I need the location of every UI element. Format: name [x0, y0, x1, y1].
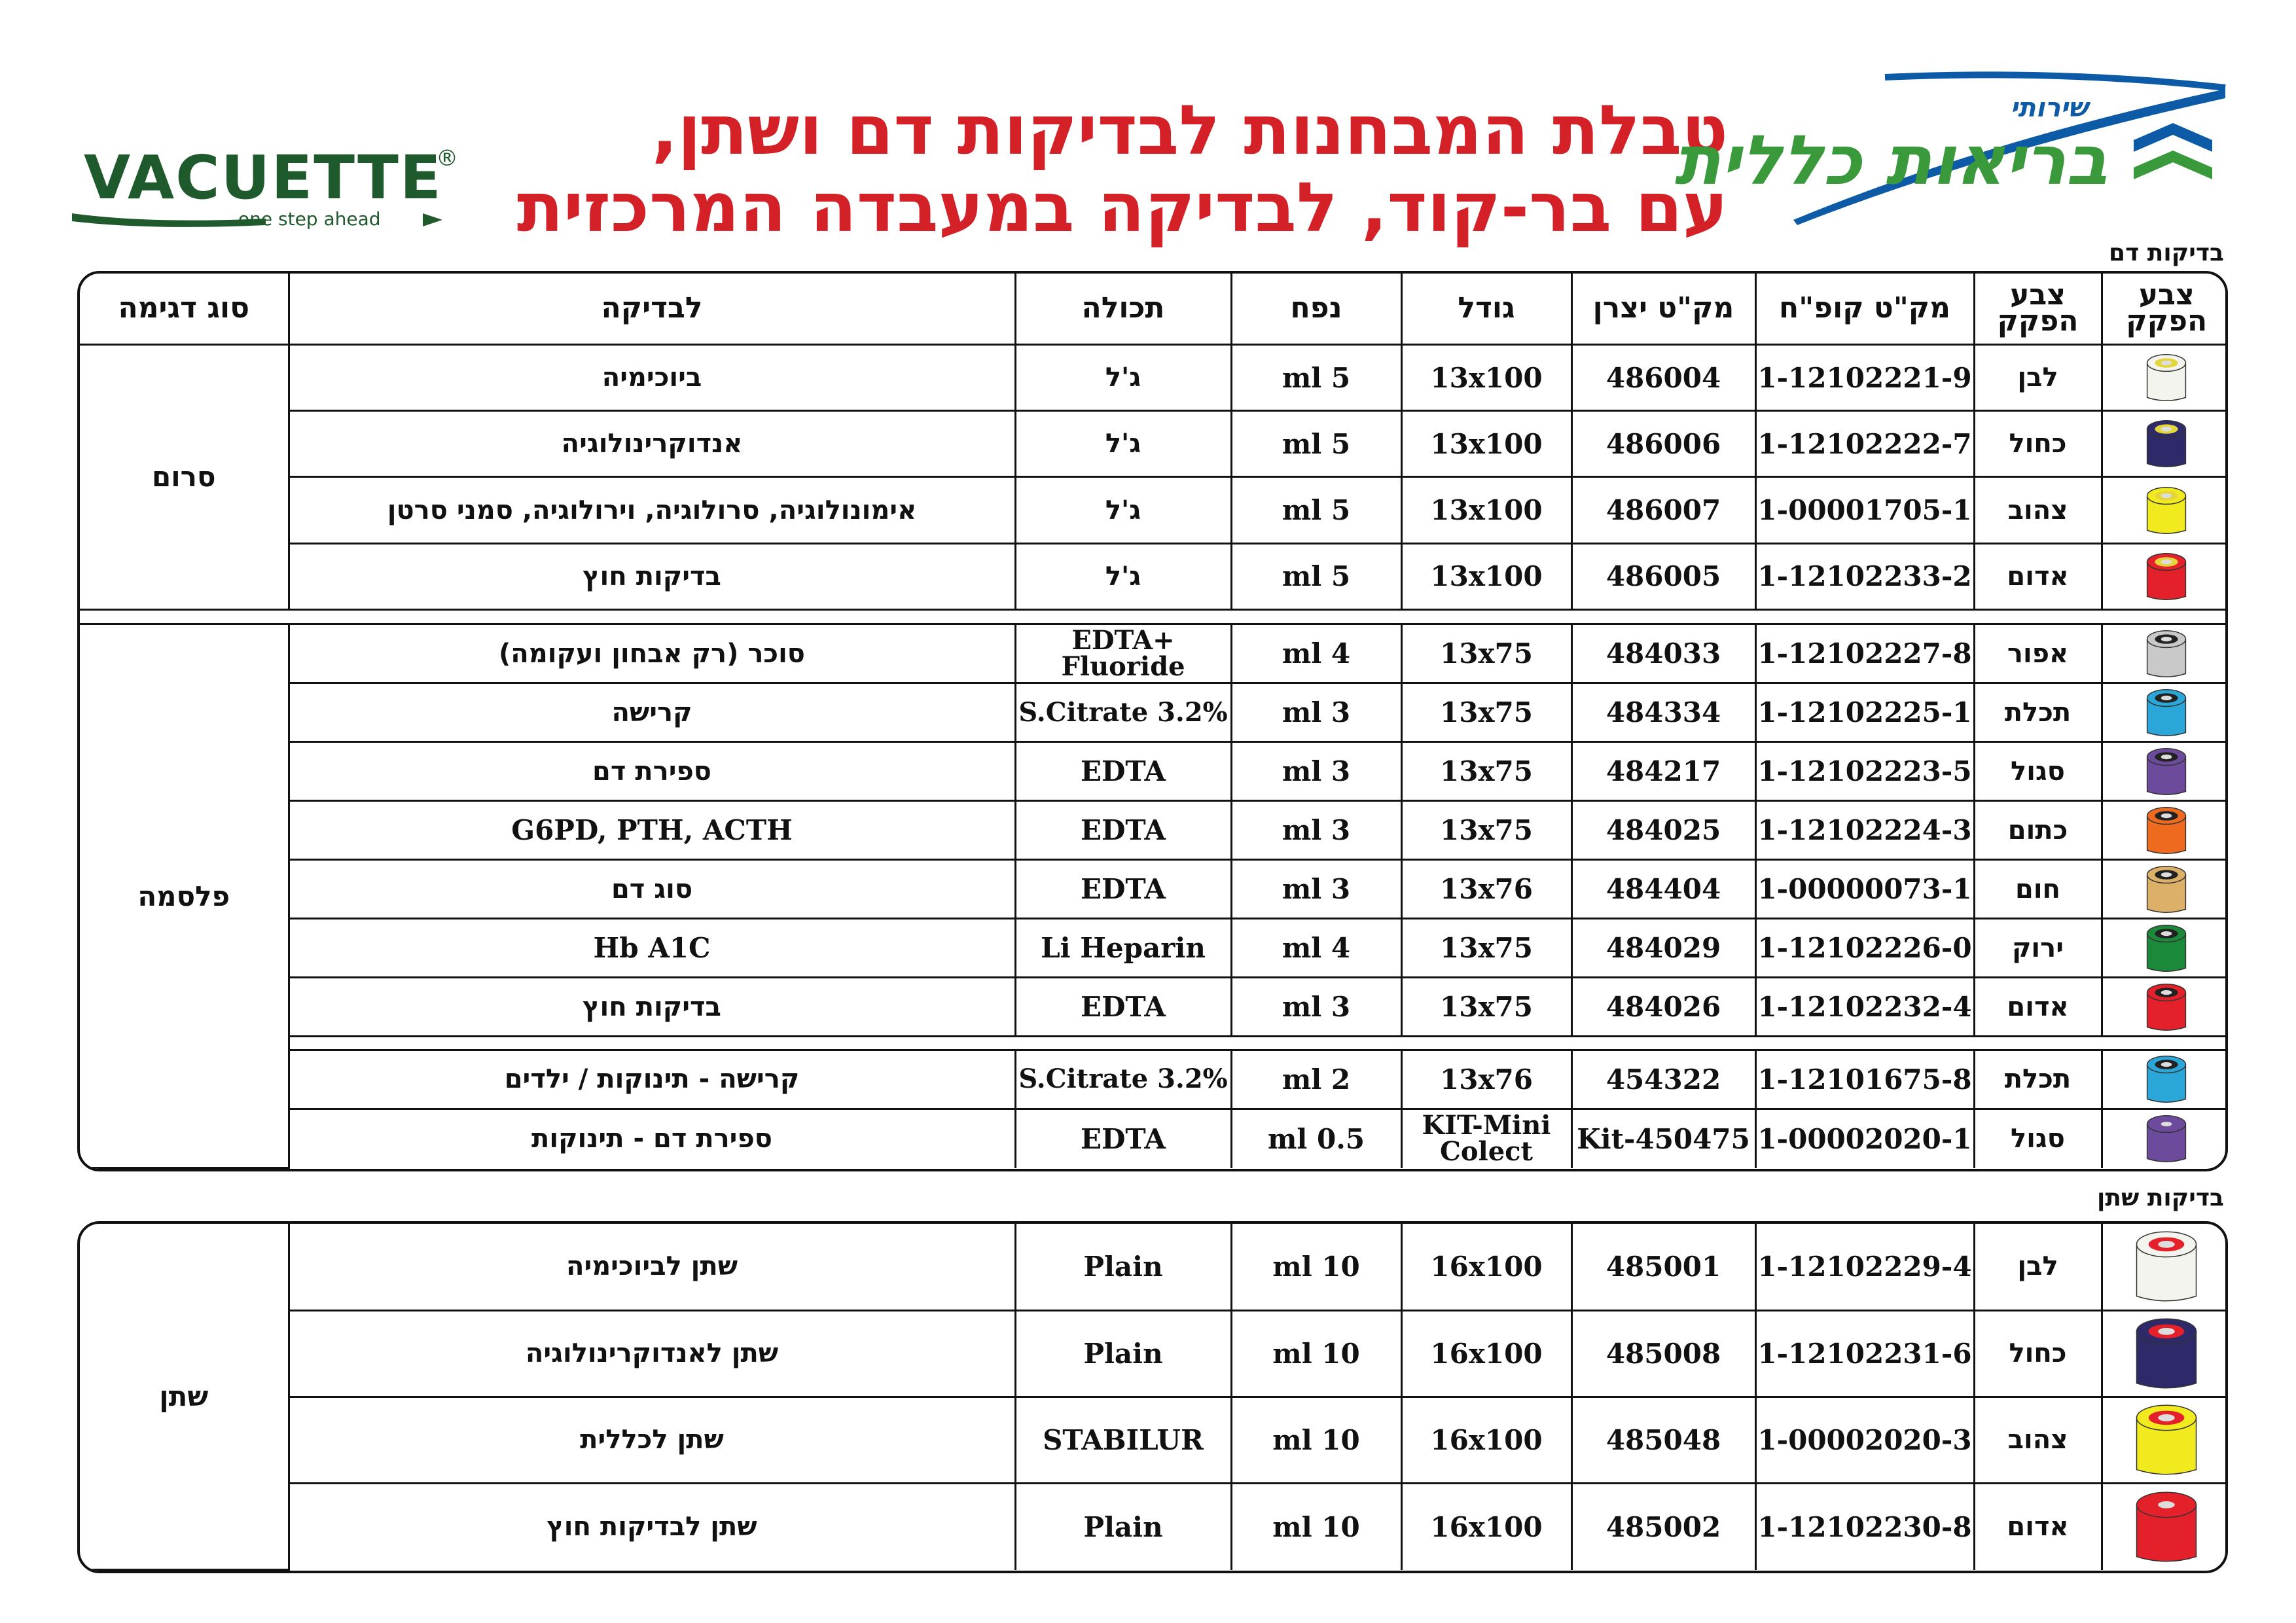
tube-cap-icon — [2139, 804, 2194, 857]
maker-code-cell: 450475-Kit — [1571, 1109, 1755, 1168]
sample-type-plasma: פלסמה — [80, 624, 289, 1168]
volume-cell: 3 ml — [1231, 801, 1401, 860]
cap-image-cell — [2102, 1224, 2228, 1310]
tube-cap-icon — [2139, 863, 2194, 916]
test-cell: סוכר (רק אבחון ועקומה) — [289, 624, 1015, 683]
table-row — [80, 344, 2228, 410]
kupah-code-cell: 1-12101675-8 — [1755, 1050, 1974, 1109]
content-cell: EDTA — [1015, 742, 1231, 801]
maker-code-cell: 484026 — [1571, 978, 1755, 1037]
kupah-code-cell: 1-12102222-7 — [1755, 411, 1974, 477]
cap-color-cell: כחול — [1974, 1310, 2102, 1397]
divider-row — [80, 1037, 2228, 1050]
test-cell: אימונולוגיה, סרולוגיה, וירולוגיה, סמני סרטן — [289, 477, 1015, 543]
size-cell: 13x75 — [1401, 683, 1571, 742]
volume-cell: 10 ml — [1231, 1397, 1401, 1483]
tube-cap-icon — [2124, 1227, 2209, 1306]
size-cell: 13x100 — [1401, 477, 1571, 543]
test-cell: שתן לאנדוקרינולוגיה — [289, 1310, 1015, 1397]
header-content: תכולה — [1015, 274, 1231, 344]
clalit-small-text: שירותי — [2010, 93, 2088, 123]
tube-cap-icon — [2139, 922, 2194, 974]
kupah-code-cell: 1-00001705-1 — [1755, 477, 1974, 543]
maker-code-cell: 485048 — [1571, 1397, 1755, 1483]
content-cell: S.Citrate 3.2% — [1015, 1050, 1231, 1109]
vacuette-tagline: one step ahead — [238, 208, 381, 230]
vacuette-wordmark: VACUETTE — [84, 143, 442, 213]
content-cell: Plain — [1015, 1310, 1231, 1397]
maker-code-cell: 485008 — [1571, 1310, 1755, 1397]
table-row — [80, 1050, 2228, 1109]
cap-color-cell: אדום — [1974, 1483, 2102, 1569]
tube-cap-icon — [2124, 1314, 2209, 1393]
kupah-code-cell: 1-12102230-8 — [1755, 1483, 1974, 1569]
cap-color-cell: לבן — [1974, 1224, 2102, 1310]
cap-color-cell: כתום — [1974, 801, 2102, 860]
header-cap-color: צבע הפקק — [1974, 274, 2102, 344]
cap-image-cell — [2102, 683, 2228, 742]
test-cell: שתן לביוכימיה — [289, 1224, 1015, 1310]
clalit-logo — [1674, 69, 2232, 226]
test-cell: בדיקות חוץ — [289, 978, 1015, 1037]
kupah-code-cell: 1-00000073-1 — [1755, 860, 1974, 919]
test-cell: קרישה — [289, 683, 1015, 742]
urine-table — [77, 1221, 2228, 1573]
test-cell: קרישה - תינוקות / ילדים — [289, 1050, 1015, 1109]
header-test: לבדיקה — [289, 274, 1015, 344]
kupah-code-cell: 1-00002020-3 — [1755, 1397, 1974, 1483]
volume-cell: 5 ml — [1231, 411, 1401, 477]
size-cell: 16x100 — [1401, 1483, 1571, 1569]
volume-cell: 4 ml — [1231, 624, 1401, 683]
cap-color-cell: לבן — [1974, 344, 2102, 410]
test-cell: G6PD, PTH, ACTH — [289, 801, 1015, 860]
table-row — [80, 683, 2228, 742]
maker-code-cell: 485001 — [1571, 1224, 1755, 1310]
tube-cap-icon — [2139, 1053, 2194, 1105]
cap-color-cell: כחול — [1974, 411, 2102, 477]
cap-color-cell: תכלת — [1974, 1050, 2102, 1109]
cap-color-cell: אפור — [1974, 624, 2102, 683]
header-cap-image: צבע הפקק — [2102, 274, 2228, 344]
table-row — [80, 543, 2228, 609]
size-cell: 13x100 — [1401, 543, 1571, 609]
volume-cell: 3 ml — [1231, 683, 1401, 742]
size-cell: 13x75 — [1401, 801, 1571, 860]
cap-color-cell: תכלת — [1974, 683, 2102, 742]
content-cell: EDTA — [1015, 860, 1231, 919]
test-cell: ביוכימיה — [289, 344, 1015, 410]
kupah-code-cell: 1-12102232-4 — [1755, 978, 1974, 1037]
content-cell: EDTA — [1015, 978, 1231, 1037]
cap-image-cell — [2102, 543, 2228, 609]
table-row — [80, 477, 2228, 543]
table-row — [80, 1397, 2228, 1483]
table-row — [80, 1109, 2228, 1168]
tube-cap-icon — [2124, 1488, 2209, 1566]
content-cell: EDTA+ Fluoride — [1015, 624, 1231, 683]
test-cell: סוג דם — [289, 860, 1015, 919]
tube-cap-icon — [2139, 745, 2194, 798]
divider-cell — [80, 609, 2228, 624]
blood-section-label: בדיקות דם — [2109, 240, 2224, 266]
maker-code-cell: 485002 — [1571, 1483, 1755, 1569]
size-cell: 13x100 — [1401, 411, 1571, 477]
volume-cell: 3 ml — [1231, 742, 1401, 801]
tube-cap-icon — [2139, 628, 2194, 680]
kupah-code-cell: 1-12102226-0 — [1755, 919, 1974, 978]
cap-image-cell — [2102, 344, 2228, 410]
maker-code-cell: 484404 — [1571, 860, 1755, 919]
cap-image-cell — [2102, 1109, 2228, 1168]
test-cell: שתן לבדיקות חוץ — [289, 1483, 1015, 1569]
volume-cell: 10 ml — [1231, 1224, 1401, 1310]
tube-cap-icon — [2139, 484, 2194, 537]
kupah-code-cell: 1-12102233-2 — [1755, 543, 1974, 609]
cap-image-cell — [2102, 742, 2228, 801]
blood-header-row — [80, 274, 2228, 344]
divider-row — [80, 609, 2228, 624]
tube-cap-icon — [2139, 687, 2194, 739]
maker-code-cell: 486006 — [1571, 411, 1755, 477]
content-cell: ג'ל — [1015, 344, 1231, 410]
content-cell: Plain — [1015, 1224, 1231, 1310]
table-row — [80, 1483, 2228, 1569]
size-cell: 13x75 — [1401, 978, 1571, 1037]
size-cell: 16x100 — [1401, 1310, 1571, 1397]
cap-image-cell — [2102, 624, 2228, 683]
header-kupah-code: מק"ט קופ"ח — [1755, 274, 1974, 344]
volume-cell: 5 ml — [1231, 344, 1401, 410]
header-size: גודל — [1401, 274, 1571, 344]
size-cell: 13x75 — [1401, 742, 1571, 801]
table-row — [80, 742, 2228, 801]
title-line-2: עם בר-קוד, לבדיקה במעבדה המרכזית — [516, 168, 1728, 247]
size-cell: 13x75 — [1401, 624, 1571, 683]
maker-code-cell: 486007 — [1571, 477, 1755, 543]
vacuette-registered-mark: ® — [436, 145, 458, 171]
size-cell: 13x76 — [1401, 1050, 1571, 1109]
maker-code-cell: 484334 — [1571, 683, 1755, 742]
kupah-code-cell: 1-12102231-6 — [1755, 1310, 1974, 1397]
cap-color-cell: סגול — [1974, 742, 2102, 801]
test-cell: שתן לכללית — [289, 1397, 1015, 1483]
volume-cell: 5 ml — [1231, 477, 1401, 543]
content-cell: Plain — [1015, 1483, 1231, 1569]
maker-code-cell: 484217 — [1571, 742, 1755, 801]
maker-code-cell: 484033 — [1571, 624, 1755, 683]
size-cell: 13x75 — [1401, 919, 1571, 978]
maker-code-cell: 484029 — [1571, 919, 1755, 978]
volume-cell: 5 ml — [1231, 543, 1401, 609]
cap-color-cell: חום — [1974, 860, 2102, 919]
volume-cell: 0.5 ml — [1231, 1109, 1401, 1168]
header-sample-type: סוג דגימה — [80, 274, 289, 344]
maker-code-cell: 486004 — [1571, 344, 1755, 410]
maker-code-cell: 454322 — [1571, 1050, 1755, 1109]
volume-cell: 2 ml — [1231, 1050, 1401, 1109]
content-cell: EDTA — [1015, 1109, 1231, 1168]
cap-color-cell: אדום — [1974, 978, 2102, 1037]
cap-image-cell — [2102, 1397, 2228, 1483]
blood-table — [77, 271, 2228, 1171]
divider-cell — [289, 1037, 2228, 1050]
test-cell: ספירת דם — [289, 742, 1015, 801]
title-line-1: טבלת המבחנות לבדיקות דם ושתן, — [651, 90, 1728, 170]
kupah-code-cell: 1-12102221-9 — [1755, 344, 1974, 410]
content-cell: Li Heparin — [1015, 919, 1231, 978]
content-cell: EDTA — [1015, 801, 1231, 860]
content-cell: STABILUR — [1015, 1397, 1231, 1483]
cap-color-cell: אדום — [1974, 543, 2102, 609]
size-cell: 16x100 — [1401, 1397, 1571, 1483]
table-row — [80, 978, 2228, 1037]
kupah-code-cell: 1-12102225-1 — [1755, 683, 1974, 742]
cap-image-cell — [2102, 801, 2228, 860]
urine-section-label: בדיקות שתן — [2097, 1185, 2224, 1211]
test-cell: אנדוקרינולוגיה — [289, 411, 1015, 477]
tube-cap-icon — [2124, 1400, 2209, 1479]
size-cell: 16x100 — [1401, 1224, 1571, 1310]
content-cell: S.Citrate 3.2% — [1015, 683, 1231, 742]
sample-type-urine: שתן — [80, 1224, 289, 1570]
table-row — [80, 860, 2228, 919]
cap-image-cell — [2102, 860, 2228, 919]
cap-color-cell: צהוב — [1974, 477, 2102, 543]
cap-image-cell — [2102, 1050, 2228, 1109]
size-cell: KIT-Mini Colect — [1401, 1109, 1571, 1168]
cap-color-cell: ירוק — [1974, 919, 2102, 978]
test-cell: בדיקות חוץ — [289, 543, 1015, 609]
cap-image-cell — [2102, 477, 2228, 543]
cap-image-cell — [2102, 1310, 2228, 1397]
kupah-code-cell: 1-12102223-5 — [1755, 742, 1974, 801]
cap-image-cell — [2102, 1483, 2228, 1569]
test-cell: Hb A1C — [289, 919, 1015, 978]
kupah-code-cell: 1-12102224-3 — [1755, 801, 1974, 860]
header-volume: נפח — [1231, 274, 1401, 344]
test-cell: ספירת דם - תינוקות — [289, 1109, 1015, 1168]
maker-code-cell: 484025 — [1571, 801, 1755, 860]
cap-color-cell: סגול — [1974, 1109, 2102, 1168]
content-cell: ג'ל — [1015, 543, 1231, 609]
kupah-code-cell: 1-12102229-4 — [1755, 1224, 1974, 1310]
tube-cap-icon — [2139, 550, 2194, 603]
table-row — [80, 411, 2228, 477]
cap-image-cell — [2102, 978, 2228, 1037]
maker-code-cell: 486005 — [1571, 543, 1755, 609]
tube-cap-icon — [2139, 418, 2194, 470]
kupah-code-cell: 1-00002020-1 — [1755, 1109, 1974, 1168]
volume-cell: 3 ml — [1231, 978, 1401, 1037]
clalit-brand-text: בריאות כללית — [1674, 120, 2108, 200]
table-row — [80, 919, 2228, 978]
size-cell: 13x100 — [1401, 344, 1571, 410]
sample-type-serum: סרום — [80, 344, 289, 609]
table-row — [80, 1224, 2228, 1310]
volume-cell: 3 ml — [1231, 860, 1401, 919]
vacuette-logo — [69, 145, 475, 230]
page-title — [511, 92, 1728, 246]
table-row — [80, 801, 2228, 860]
table-row — [80, 1310, 2228, 1397]
cap-color-cell: צהוב — [1974, 1397, 2102, 1483]
volume-cell: 10 ml — [1231, 1310, 1401, 1397]
volume-cell: 10 ml — [1231, 1483, 1401, 1569]
size-cell: 13x76 — [1401, 860, 1571, 919]
cap-image-cell — [2102, 411, 2228, 477]
tube-cap-icon — [2139, 1113, 2194, 1165]
table-row — [80, 624, 2228, 683]
content-cell: ג'ל — [1015, 411, 1231, 477]
tube-cap-icon — [2139, 981, 2194, 1033]
content-cell: ג'ל — [1015, 477, 1231, 543]
kupah-code-cell: 1-12102227-8 — [1755, 624, 1974, 683]
tube-cap-icon — [2139, 351, 2194, 404]
volume-cell: 4 ml — [1231, 919, 1401, 978]
cap-image-cell — [2102, 919, 2228, 978]
header-maker-code: מק"ט יצרן — [1571, 274, 1755, 344]
